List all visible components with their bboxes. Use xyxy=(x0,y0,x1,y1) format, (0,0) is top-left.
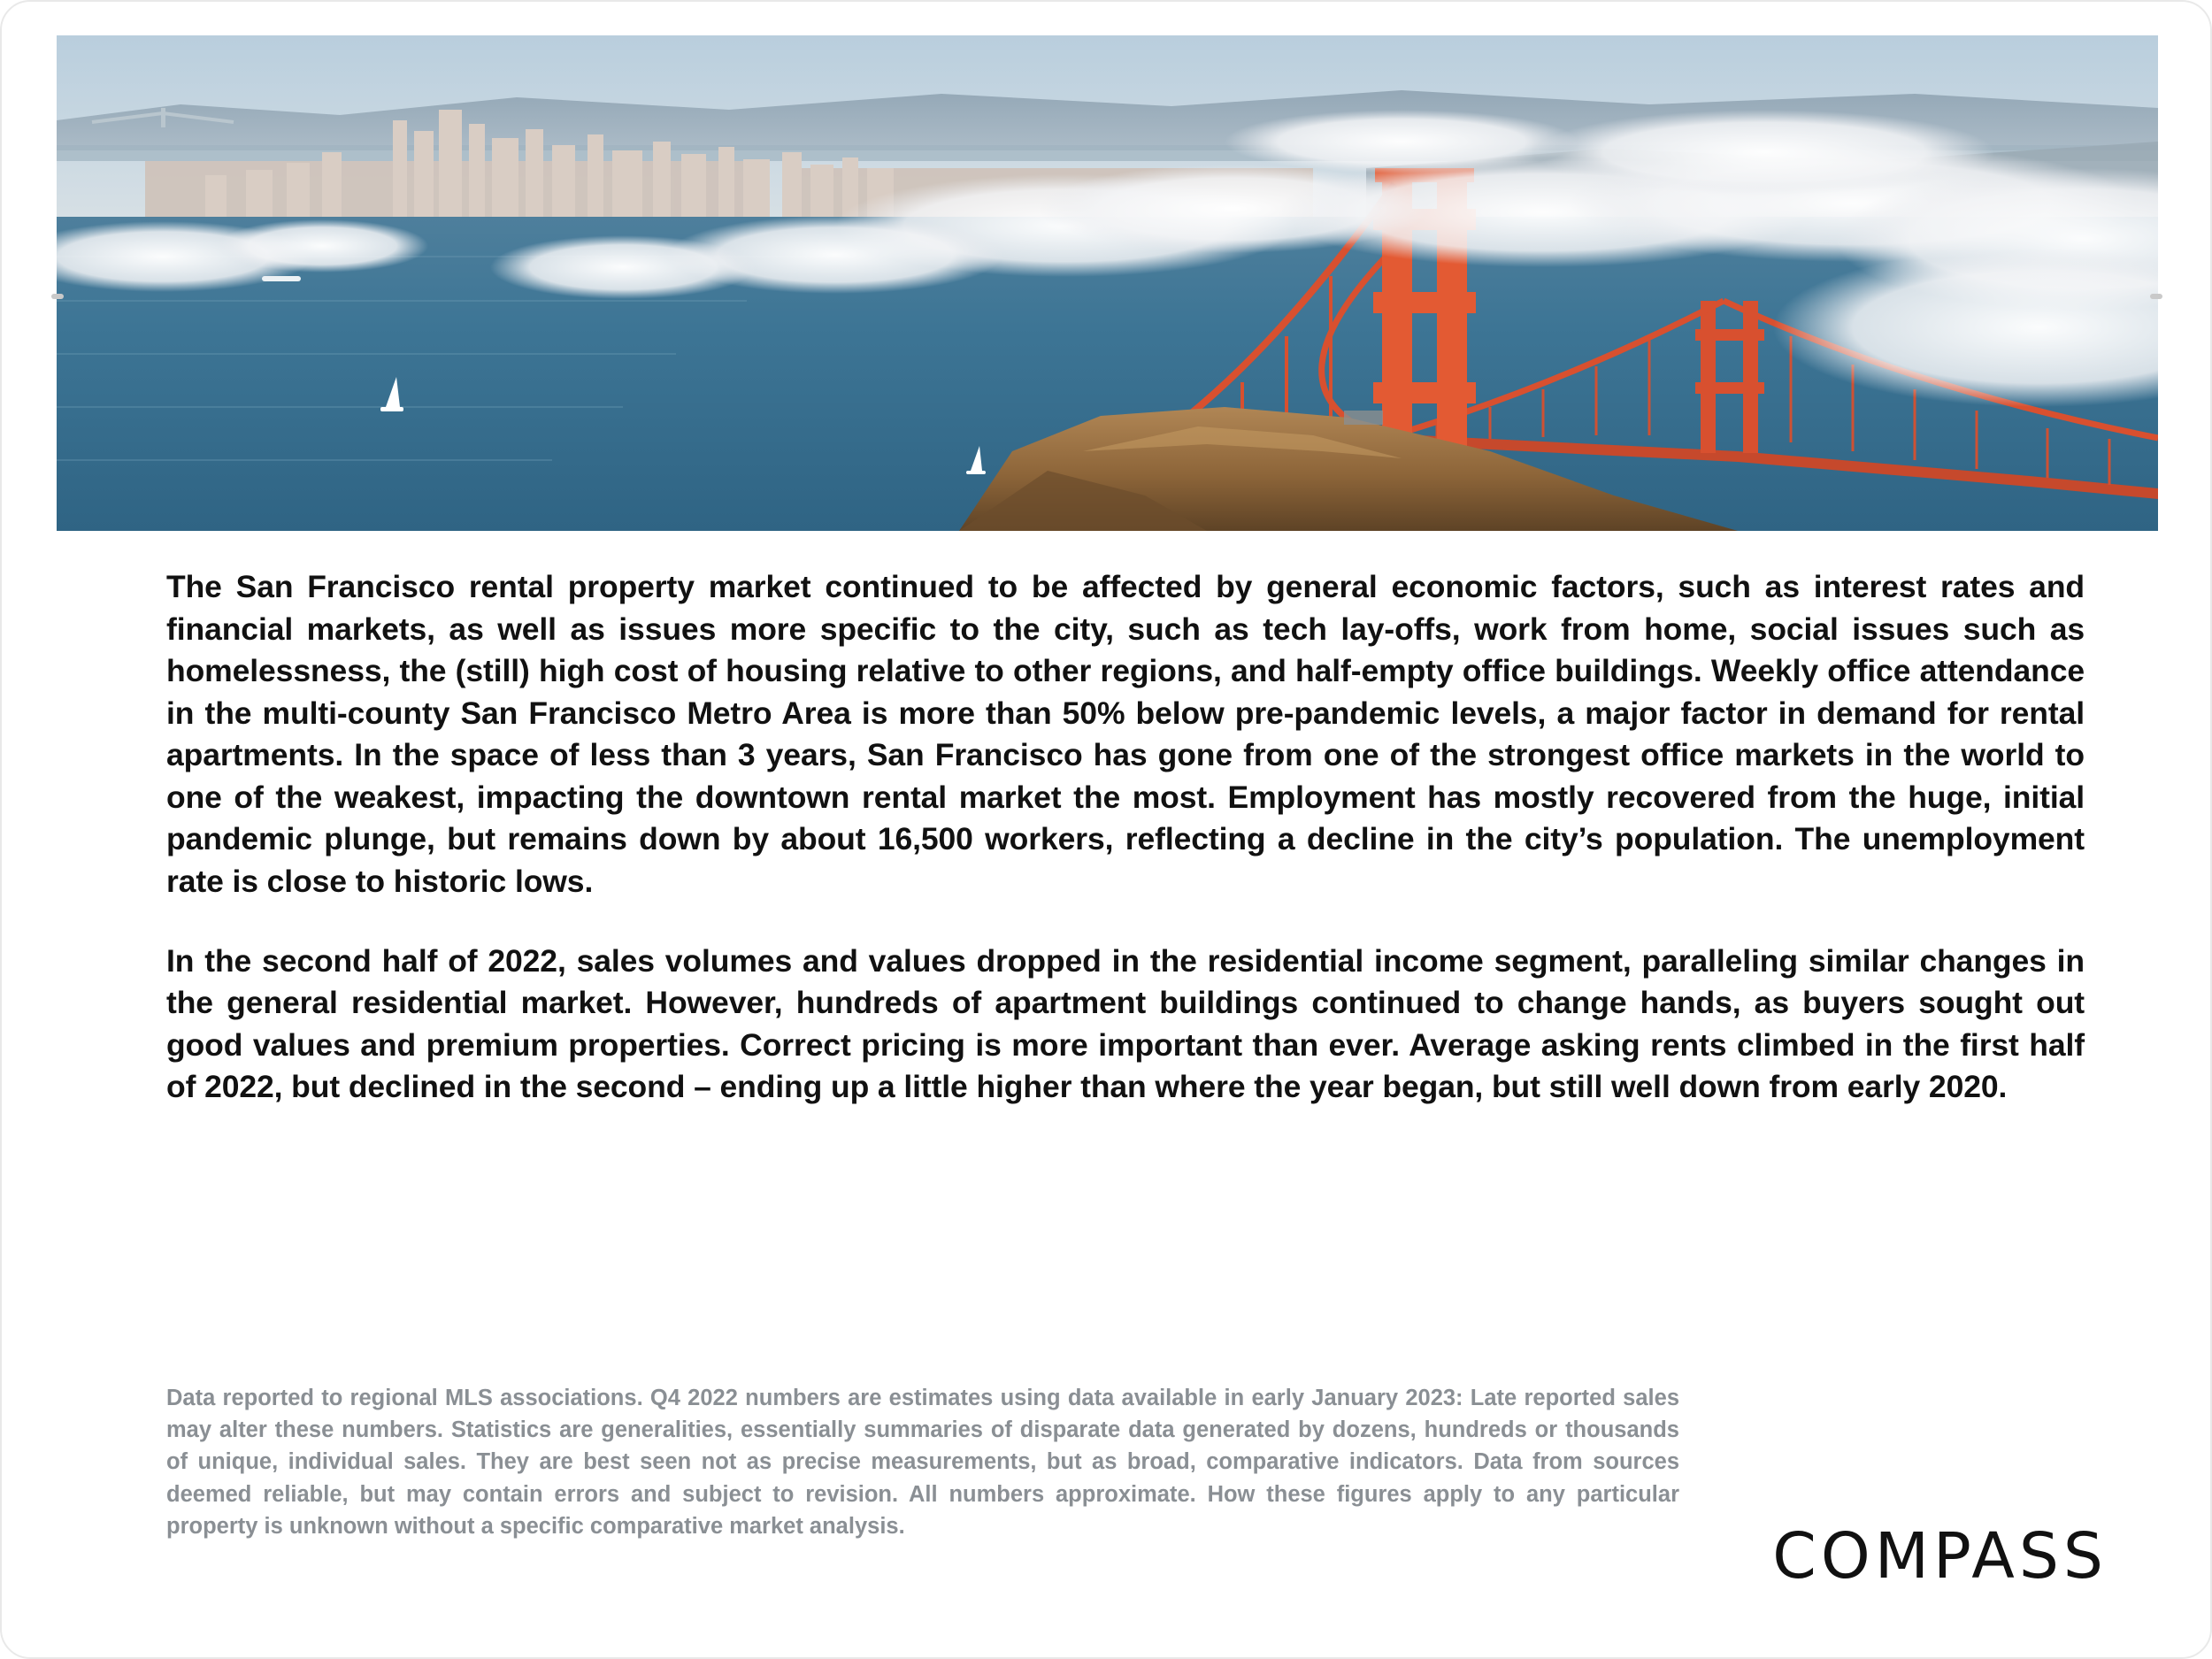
paragraph-second-half-2022: In the second half of 2022, sales volumes and values dropped in the residential income segment, paralleling similar changes in the general residential market. However, hundreds of apartment buildings continued to change hands, as buyers sought out good values and premium properties. Correct pricing is more important than ever. Average asking rents climbed in the first half of 2022, but declined in the second – ending up a little higher than where the year began, but still well down from early 2020. xyxy=(166,942,2085,1105)
compass-logo-text: COMPASS xyxy=(1772,1518,2108,1593)
body-text-block xyxy=(166,566,2085,1109)
disclaimer-text: Data reported to regional MLS associations. Q4 2022 numbers are estimates using data available in early January 2023: Late reported sales may alter these numbers. Statistics are generalities, essentially summaries of disparate data generated by dozens, hundreds or thousands of unique, individual sales. They are best seen not as precise measurements, but as broad, comparative indicators. Data from sources deemed reliable, but may contain errors and subject to revision. All numbers approximate. How these figures apply to any particular property is unknown without a specific comparative market analysis. xyxy=(166,1386,1679,1539)
compass-logo xyxy=(1692,1518,2108,1593)
paragraph-market-overview: The San Francisco rental property market continued to be affected by general economic factors, such as interest rates and financial markets, as well as issues more specific to the city, such as tech lay-offs, work from home, social issues such as homelessness, the (still) high cost of housing relative to other regions, and half-empty office buildings. Weekly office attendance in the multi-county San Francisco Metro Area is more than 50% below pre-pandemic levels, a major factor in demand for rental apartments. In the space of less than 3 years, San Francisco has gone from one of the strongest office markets in the world to one of the weakest, impacting the downtown rental market the most. Employment has mostly recovered from the huge, initial pandemic plunge, but remains down by about 16,500 workers, reflecting a decline in the city’s population. The unemployment rate is close to historic lows. xyxy=(166,569,2085,899)
hero-image[interactable] xyxy=(57,35,2158,531)
golden-gate-bridge-illustration xyxy=(57,35,2158,531)
resize-handle-right[interactable] xyxy=(2150,294,2162,299)
resize-handle-left[interactable] xyxy=(51,294,64,299)
